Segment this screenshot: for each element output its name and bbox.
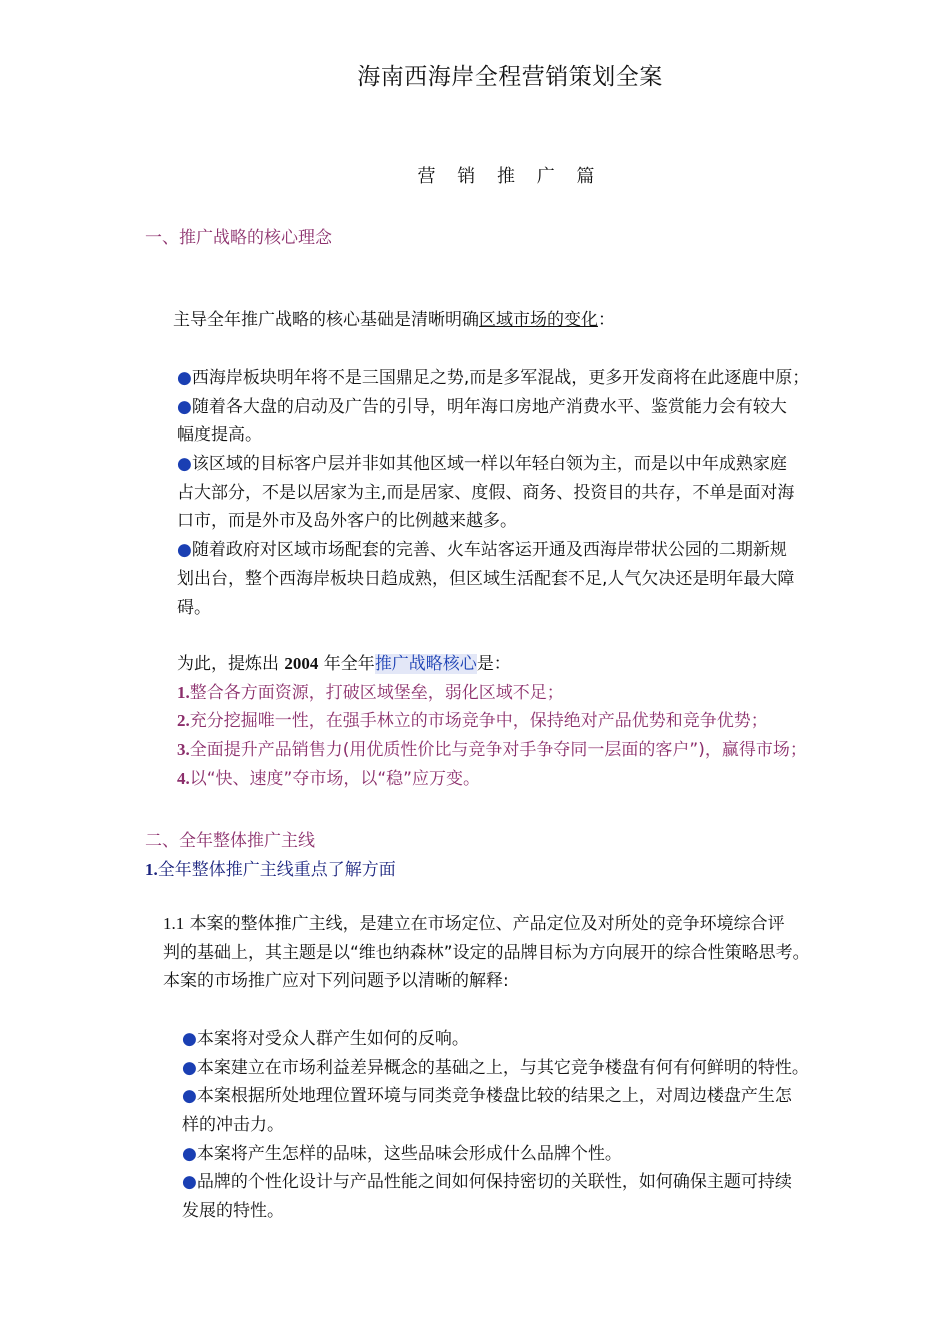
bullet-icon: ● bbox=[177, 454, 192, 475]
strategy-point: 3.全面提升产品销售力(用优质性价比与竞争对手争夺同一层面的客户”)，赢得市场； bbox=[177, 740, 807, 761]
bullet-icon: ● bbox=[182, 1172, 197, 1193]
strategy-point: 2.充分挖掘唯一性，在强手林立的市场竞争中，保持绝对产品优势和竞争优势； bbox=[177, 711, 768, 732]
list-item: ●本案根据所处地理位置环境与同类竞争楼盘比较的结果之上，对周边楼盘产生怎 bbox=[182, 1086, 792, 1107]
list-item: ●该区域的目标客户层并非如其他区域一样以年轻白领为主，而是以中年成熟家庭 bbox=[177, 454, 787, 475]
list-item: ●随着各大盘的启动及广告的引导，明年海口房地产消费水平、鉴赏能力会有较大 bbox=[177, 396, 787, 417]
strategy-point: 1.整合各方面资源，打破区域堡垒，弱化区域不足； bbox=[177, 682, 564, 703]
bullet-icon: ● bbox=[177, 368, 192, 388]
list-item-continuation: 占大部分，不是以居家为主,而是居家、度假、商务、投资目的共存，不单是面对海 bbox=[177, 482, 795, 503]
list-item-continuation: 幅度提高。 bbox=[177, 425, 262, 446]
summary-line: 为此，提炼出 2004 年全年推广战略核心是： bbox=[177, 654, 511, 674]
bullet-icon: ● bbox=[177, 540, 192, 561]
document-subtitle: 营 销 推 广 篇 bbox=[417, 166, 603, 187]
list-item-continuation: 发展的特性。 bbox=[182, 1201, 284, 1222]
section2-heading: 二、全年整体推广主线 bbox=[145, 831, 315, 851]
bullet-icon: ● bbox=[177, 396, 192, 417]
list-item: ●品牌的个性化设计与产品性能之间如何保持密切的关联性，如何确保主题可持续 bbox=[182, 1172, 792, 1193]
intro-suffix: ： bbox=[598, 310, 615, 330]
section1-bullet-list bbox=[177, 364, 809, 622]
bullet-icon: ● bbox=[182, 1057, 197, 1078]
document-title: 海南西海岸全程营销策划全案 bbox=[357, 64, 663, 90]
bullet-icon: ● bbox=[182, 1086, 197, 1107]
list-item-continuation: 碍。 bbox=[177, 597, 211, 618]
list-item-continuation: 口市，而是外市及岛外客户的比例越来越多。 bbox=[177, 511, 517, 532]
section1-heading: 一、推广战略的核心理念 bbox=[145, 228, 332, 248]
list-item: ●本案建立在市场利益差异概念的基础之上，与其它竞争楼盘有何有何鲜明的特性。 bbox=[182, 1057, 809, 1078]
intro-text: 主导全年推广战略的核心基础是清晰明确 bbox=[173, 310, 479, 330]
bullet-icon: ● bbox=[182, 1029, 197, 1049]
list-item: ●西海岸板块明年将不是三国鼎足之势,而是多军混战，更多开发商将在此逐鹿中原； bbox=[177, 368, 810, 388]
bullet-icon: ● bbox=[182, 1143, 197, 1164]
list-item: ●本案将对受众人群产生如何的反响。 bbox=[182, 1029, 469, 1049]
section1-summary bbox=[177, 650, 807, 793]
list-item-continuation: 样的冲击力。 bbox=[182, 1115, 284, 1136]
intro-underlined-text: 区域市场的变化 bbox=[479, 310, 598, 330]
list-item-continuation: 划出台，整个西海岸板块日趋成熟，但区域生活配套不足,人气欠决还是明年最大障 bbox=[177, 568, 795, 589]
list-item: ●随着政府对区域市场配套的完善、火车站客运开通及西海岸带状公园的二期新规 bbox=[177, 540, 787, 561]
section2-subheading: 1.全年整体推广主线重点了解方面 bbox=[145, 860, 396, 880]
section2-paragraph: 1.1 本案的整体推广主线，是建立在市场定位、产品定位及对所处的竞争环境综合评 判的基础上，其主题是以“维也纳森林”设定的品牌目标为方向展开的综合性策略思考。 本案的市场推广应对下列问题予以清晰的解释: bbox=[163, 914, 810, 992]
list-item: ●本案将产生怎样的品味，这些品味会形成什么品牌个性。 bbox=[182, 1143, 622, 1164]
section1-intro bbox=[173, 306, 615, 335]
highlighted-text: 推广战略核心 bbox=[374, 654, 477, 674]
strategy-point: 4.以“快、速度”夺市场，以“稳”应万变。 bbox=[177, 768, 480, 789]
section2-bullet-list bbox=[182, 1025, 809, 1226]
